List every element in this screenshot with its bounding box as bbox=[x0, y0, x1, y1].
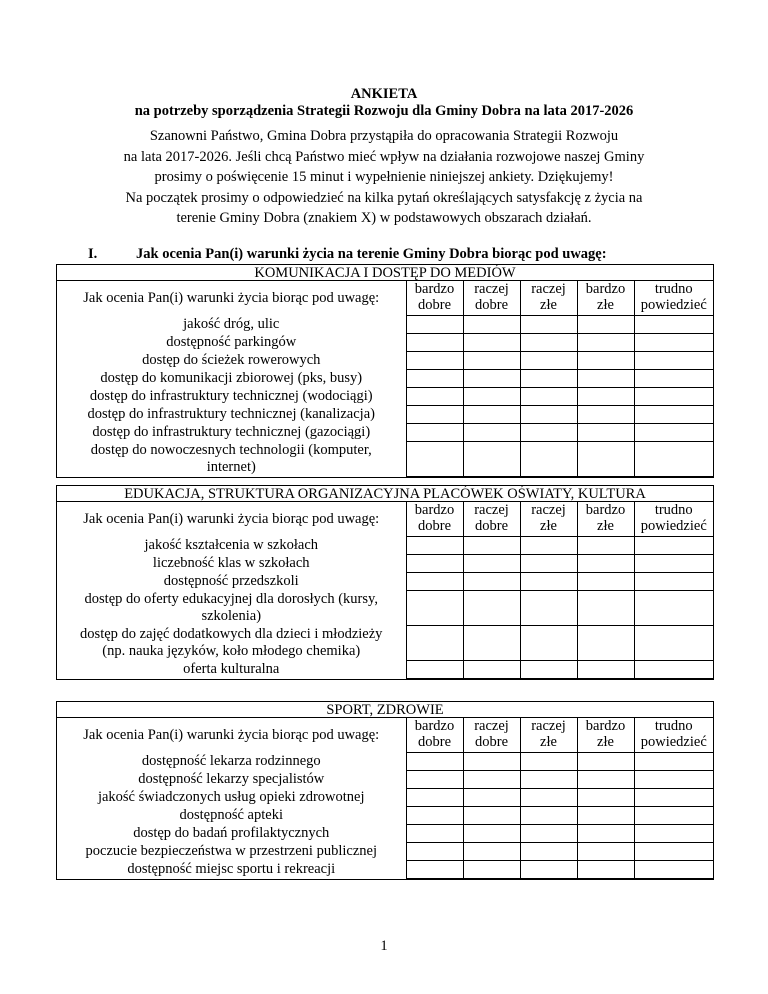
option-label: dobre bbox=[474, 297, 508, 313]
option-header bbox=[520, 718, 577, 753]
answer-cell[interactable] bbox=[520, 316, 577, 334]
option-label: powiedzieć bbox=[640, 297, 707, 313]
answer-cell[interactable] bbox=[406, 406, 463, 424]
answer-cell[interactable] bbox=[406, 825, 463, 843]
document-subtitle: na potrzeby sporządzenia Strategii Rozwoju dla Gminy Dobra na lata 2017-2026 bbox=[134, 103, 634, 119]
question-text: szkolenia) bbox=[201, 607, 262, 624]
answer-cell[interactable] bbox=[634, 843, 713, 861]
option-header bbox=[634, 718, 713, 753]
answer-cell[interactable] bbox=[520, 861, 577, 879]
option-label: złe bbox=[597, 297, 614, 313]
answer-cell[interactable] bbox=[577, 591, 634, 626]
survey-table-health bbox=[56, 701, 714, 880]
answer-cell[interactable] bbox=[520, 334, 577, 352]
answer-cell[interactable] bbox=[406, 352, 463, 370]
answer-cell[interactable] bbox=[520, 555, 577, 573]
answer-cell[interactable] bbox=[463, 424, 520, 442]
row-label: Jak ocenia Pan(i) warunki życia biorąc pod uwagę: bbox=[57, 718, 406, 753]
question-label: dostępność miejsc sportu i rekreacji bbox=[57, 861, 406, 879]
answer-cell[interactable] bbox=[406, 843, 463, 861]
answer-cell[interactable] bbox=[520, 573, 577, 591]
option-label: złe bbox=[540, 518, 557, 534]
option-header bbox=[634, 502, 713, 537]
header-row bbox=[57, 718, 713, 753]
answer-cell[interactable] bbox=[520, 753, 577, 771]
option-header bbox=[520, 281, 577, 316]
answer-cell[interactable] bbox=[463, 537, 520, 555]
answer-cell[interactable] bbox=[634, 861, 713, 879]
table-row bbox=[57, 626, 713, 661]
answer-cell[interactable] bbox=[577, 573, 634, 591]
question-label: dostęp do komunikacji zbiorowej (pks, busy) bbox=[57, 370, 406, 388]
table-row bbox=[57, 370, 713, 388]
table-row bbox=[57, 537, 713, 555]
answer-cell[interactable] bbox=[634, 388, 713, 406]
table-title: EDUKACJA, STRUKTURA ORGANIZACYJNA PLACÓWEK OŚWIATY, KULTURA bbox=[57, 486, 713, 502]
answer-cell[interactable] bbox=[463, 352, 520, 370]
table-title: KOMUNIKACJA I DOSTĘP DO MEDIÓW bbox=[57, 265, 713, 281]
answer-cell[interactable] bbox=[406, 771, 463, 789]
question-text: internet) bbox=[206, 458, 256, 475]
answer-cell[interactable] bbox=[577, 406, 634, 424]
header-row bbox=[57, 502, 713, 537]
answer-cell[interactable] bbox=[520, 537, 577, 555]
option-header bbox=[463, 281, 520, 316]
answer-cell[interactable] bbox=[634, 424, 713, 442]
option-label: dobre bbox=[474, 518, 508, 534]
option-label: raczej bbox=[531, 718, 566, 734]
table-row bbox=[57, 442, 713, 477]
question-label: dostępność lekarzy specjalistów bbox=[57, 771, 406, 789]
option-header bbox=[463, 718, 520, 753]
answer-cell[interactable] bbox=[577, 807, 634, 825]
answer-cell[interactable] bbox=[406, 591, 463, 626]
table-row bbox=[57, 573, 713, 591]
answer-cell[interactable] bbox=[634, 591, 713, 626]
question-label bbox=[57, 626, 406, 661]
answer-cell[interactable] bbox=[463, 334, 520, 352]
table-row bbox=[57, 843, 713, 861]
answer-cell[interactable] bbox=[406, 537, 463, 555]
answer-cell[interactable] bbox=[406, 334, 463, 352]
section-number: I. bbox=[88, 246, 98, 262]
option-label: trudno bbox=[654, 502, 693, 518]
table-row bbox=[57, 807, 713, 825]
option-header bbox=[577, 718, 634, 753]
answer-cell[interactable] bbox=[520, 370, 577, 388]
question-text: (np. nauka języków, koło młodego chemika) bbox=[102, 642, 361, 659]
answer-cell[interactable] bbox=[634, 573, 713, 591]
table-row bbox=[57, 789, 713, 807]
question-text: dostęp do zajęć dodatkowych dla dzieci i młodzieży bbox=[80, 625, 383, 642]
answer-cell[interactable] bbox=[463, 406, 520, 424]
answer-cell[interactable] bbox=[520, 406, 577, 424]
answer-cell[interactable] bbox=[406, 442, 463, 477]
answer-cell[interactable] bbox=[463, 753, 520, 771]
table-row bbox=[57, 753, 713, 771]
option-label: złe bbox=[540, 297, 557, 313]
answer-cell[interactable] bbox=[577, 316, 634, 334]
survey-table-communication bbox=[56, 264, 714, 478]
answer-cell[interactable] bbox=[406, 626, 463, 661]
answer-cell[interactable] bbox=[577, 352, 634, 370]
row-label: Jak ocenia Pan(i) warunki życia biorąc pod uwagę: bbox=[57, 281, 406, 316]
intro-line: terenie Gminy Dobra (znakiem X) w podstawowych obszarach działań. bbox=[176, 210, 592, 227]
option-header bbox=[634, 281, 713, 316]
answer-cell[interactable] bbox=[577, 424, 634, 442]
intro-line: Szanowni Państwo, Gmina Dobra przystąpiła do opracowania Strategii Rozwoju bbox=[149, 128, 619, 144]
answer-cell[interactable] bbox=[463, 807, 520, 825]
option-label: bardzo bbox=[585, 281, 626, 297]
option-label: bardzo bbox=[414, 502, 455, 518]
rating-grid bbox=[57, 718, 714, 879]
answer-cell[interactable] bbox=[577, 388, 634, 406]
answer-cell[interactable] bbox=[634, 555, 713, 573]
option-label: dobre bbox=[474, 734, 508, 750]
answer-cell[interactable] bbox=[634, 789, 713, 807]
row-label: Jak ocenia Pan(i) warunki życia biorąc pod uwagę: bbox=[57, 502, 406, 537]
option-label: złe bbox=[540, 734, 557, 750]
survey-table-education bbox=[56, 485, 714, 680]
answer-cell[interactable] bbox=[520, 591, 577, 626]
answer-cell[interactable] bbox=[463, 370, 520, 388]
table-title: SPORT, ZDROWIE bbox=[57, 702, 713, 718]
answer-cell[interactable] bbox=[406, 424, 463, 442]
answer-cell[interactable] bbox=[520, 424, 577, 442]
answer-cell[interactable] bbox=[520, 843, 577, 861]
answer-cell[interactable] bbox=[463, 661, 520, 679]
answer-cell[interactable] bbox=[634, 753, 713, 771]
answer-cell[interactable] bbox=[463, 555, 520, 573]
question-label: dostęp do infrastruktury technicznej (kanalizacja) bbox=[57, 406, 406, 424]
answer-cell[interactable] bbox=[520, 661, 577, 679]
question-label: liczebność klas w szkołach bbox=[57, 555, 406, 573]
option-label: dobre bbox=[417, 297, 451, 313]
option-header bbox=[577, 502, 634, 537]
question-label: dostęp do infrastruktury technicznej (wodociągi) bbox=[57, 388, 406, 406]
answer-cell[interactable] bbox=[463, 771, 520, 789]
question-label bbox=[57, 591, 406, 626]
table-row bbox=[57, 555, 713, 573]
answer-cell[interactable] bbox=[520, 388, 577, 406]
option-label: raczej bbox=[531, 281, 566, 297]
answer-cell[interactable] bbox=[520, 825, 577, 843]
intro-line: prosimy o poświęcenie 15 minut i wypełnienie niniejszej ankiety. Dziękujemy! bbox=[154, 169, 614, 186]
answer-cell[interactable] bbox=[634, 825, 713, 843]
answer-cell[interactable] bbox=[463, 626, 520, 661]
answer-cell[interactable] bbox=[406, 370, 463, 388]
answer-cell[interactable] bbox=[463, 388, 520, 406]
table-row bbox=[57, 406, 713, 424]
table-row bbox=[57, 591, 713, 626]
answer-cell[interactable] bbox=[406, 753, 463, 771]
option-label: powiedzieć bbox=[640, 734, 707, 750]
answer-cell[interactable] bbox=[577, 771, 634, 789]
question-label bbox=[57, 442, 406, 477]
answer-cell[interactable] bbox=[577, 626, 634, 661]
answer-cell[interactable] bbox=[406, 861, 463, 879]
intro-paragraph bbox=[0, 126, 768, 229]
rating-grid bbox=[57, 502, 714, 679]
option-label: raczej bbox=[531, 502, 566, 518]
question-label: dostępność przedszkoli bbox=[57, 573, 406, 591]
question-label: dostępność apteki bbox=[57, 807, 406, 825]
option-header bbox=[406, 718, 463, 753]
answer-cell[interactable] bbox=[634, 807, 713, 825]
question-label: dostęp do infrastruktury technicznej (gazociągi) bbox=[57, 424, 406, 442]
page-number: 1 bbox=[380, 938, 388, 954]
table-row bbox=[57, 316, 713, 334]
table-row bbox=[57, 771, 713, 789]
table-row bbox=[57, 424, 713, 442]
question-text: dostęp do oferty edukacyjnej dla dorosłych (kursy, bbox=[84, 590, 378, 607]
header-row bbox=[57, 281, 713, 316]
question-label: poczucie bezpieczeństwa w przestrzeni publicznej bbox=[57, 843, 406, 861]
answer-cell[interactable] bbox=[406, 316, 463, 334]
answer-cell[interactable] bbox=[577, 661, 634, 679]
option-label: powiedzieć bbox=[640, 518, 707, 534]
answer-cell[interactable] bbox=[520, 807, 577, 825]
answer-cell[interactable] bbox=[520, 771, 577, 789]
answer-cell[interactable] bbox=[463, 825, 520, 843]
answer-cell[interactable] bbox=[634, 370, 713, 388]
option-label: złe bbox=[597, 518, 614, 534]
answer-cell[interactable] bbox=[520, 789, 577, 807]
section-question: Jak ocenia Pan(i) warunki życia na terenie Gminy Dobra biorąc pod uwagę: bbox=[136, 246, 607, 262]
question-label: jakość kształcenia w szkołach bbox=[57, 537, 406, 555]
answer-cell[interactable] bbox=[577, 753, 634, 771]
answer-cell[interactable] bbox=[577, 843, 634, 861]
question-label: dostępność parkingów bbox=[57, 334, 406, 352]
option-label: bardzo bbox=[585, 502, 626, 518]
answer-cell[interactable] bbox=[520, 442, 577, 477]
answer-cell[interactable] bbox=[577, 442, 634, 477]
answer-cell[interactable] bbox=[463, 591, 520, 626]
option-label: bardzo bbox=[585, 718, 626, 734]
question-label: jakość świadczonych usług opieki zdrowotnej bbox=[57, 789, 406, 807]
option-header bbox=[463, 502, 520, 537]
answer-cell[interactable] bbox=[520, 352, 577, 370]
option-label: dobre bbox=[417, 734, 451, 750]
answer-cell[interactable] bbox=[406, 807, 463, 825]
option-label: raczej bbox=[474, 502, 509, 518]
answer-cell[interactable] bbox=[634, 771, 713, 789]
answer-cell[interactable] bbox=[463, 789, 520, 807]
answer-cell[interactable] bbox=[634, 442, 713, 477]
intro-line: Na początek prosimy o odpowiedzieć na kilka pytań określających satysfakcję z życia na bbox=[125, 189, 643, 206]
answer-cell[interactable] bbox=[634, 352, 713, 370]
table-row bbox=[57, 861, 713, 879]
answer-cell[interactable] bbox=[406, 555, 463, 573]
table-row bbox=[57, 825, 713, 843]
option-label: raczej bbox=[474, 281, 509, 297]
answer-cell[interactable] bbox=[463, 316, 520, 334]
table-row bbox=[57, 388, 713, 406]
answer-cell[interactable] bbox=[406, 661, 463, 679]
answer-cell[interactable] bbox=[463, 861, 520, 879]
question-label: dostępność lekarza rodzinnego bbox=[57, 753, 406, 771]
table-row bbox=[57, 334, 713, 352]
option-header bbox=[520, 502, 577, 537]
answer-cell[interactable] bbox=[577, 537, 634, 555]
answer-cell[interactable] bbox=[463, 442, 520, 477]
question-label: oferta kulturalna bbox=[57, 661, 406, 679]
option-label: trudno bbox=[654, 281, 693, 297]
option-label: złe bbox=[597, 734, 614, 750]
table-row bbox=[57, 661, 713, 679]
answer-cell[interactable] bbox=[406, 789, 463, 807]
rating-grid bbox=[57, 281, 714, 477]
intro-line: na lata 2017-2026. Jeśli chcą Państwo mieć wpływ na działania rozwojowe naszej Gminy bbox=[123, 148, 645, 165]
answer-cell[interactable] bbox=[577, 555, 634, 573]
answer-cell[interactable] bbox=[634, 661, 713, 679]
option-label: trudno bbox=[654, 718, 693, 734]
question-label: dostęp do ścieżek rowerowych bbox=[57, 352, 406, 370]
answer-cell[interactable] bbox=[634, 316, 713, 334]
answer-cell[interactable] bbox=[634, 537, 713, 555]
document-title: ANKIETA bbox=[350, 86, 418, 102]
answer-cell[interactable] bbox=[520, 626, 577, 661]
answer-cell[interactable] bbox=[577, 334, 634, 352]
question-label: jakość dróg, ulic bbox=[57, 316, 406, 334]
answer-cell[interactable] bbox=[406, 573, 463, 591]
option-label: bardzo bbox=[414, 281, 455, 297]
option-header bbox=[577, 281, 634, 316]
option-label: bardzo bbox=[414, 718, 455, 734]
answer-cell[interactable] bbox=[634, 406, 713, 424]
answer-cell[interactable] bbox=[463, 573, 520, 591]
answer-cell[interactable] bbox=[577, 370, 634, 388]
question-text: dostęp do nowoczesnych technologii (komputer, bbox=[90, 441, 372, 458]
answer-cell[interactable] bbox=[577, 861, 634, 879]
answer-cell[interactable] bbox=[577, 825, 634, 843]
answer-cell[interactable] bbox=[463, 843, 520, 861]
answer-cell[interactable] bbox=[406, 388, 463, 406]
answer-cell[interactable] bbox=[634, 626, 713, 661]
table-row bbox=[57, 352, 713, 370]
option-header bbox=[406, 502, 463, 537]
option-label: dobre bbox=[417, 518, 451, 534]
answer-cell[interactable] bbox=[634, 334, 713, 352]
option-header bbox=[406, 281, 463, 316]
question-label: dostęp do badań profilaktycznych bbox=[57, 825, 406, 843]
answer-cell[interactable] bbox=[577, 789, 634, 807]
option-label: raczej bbox=[474, 718, 509, 734]
